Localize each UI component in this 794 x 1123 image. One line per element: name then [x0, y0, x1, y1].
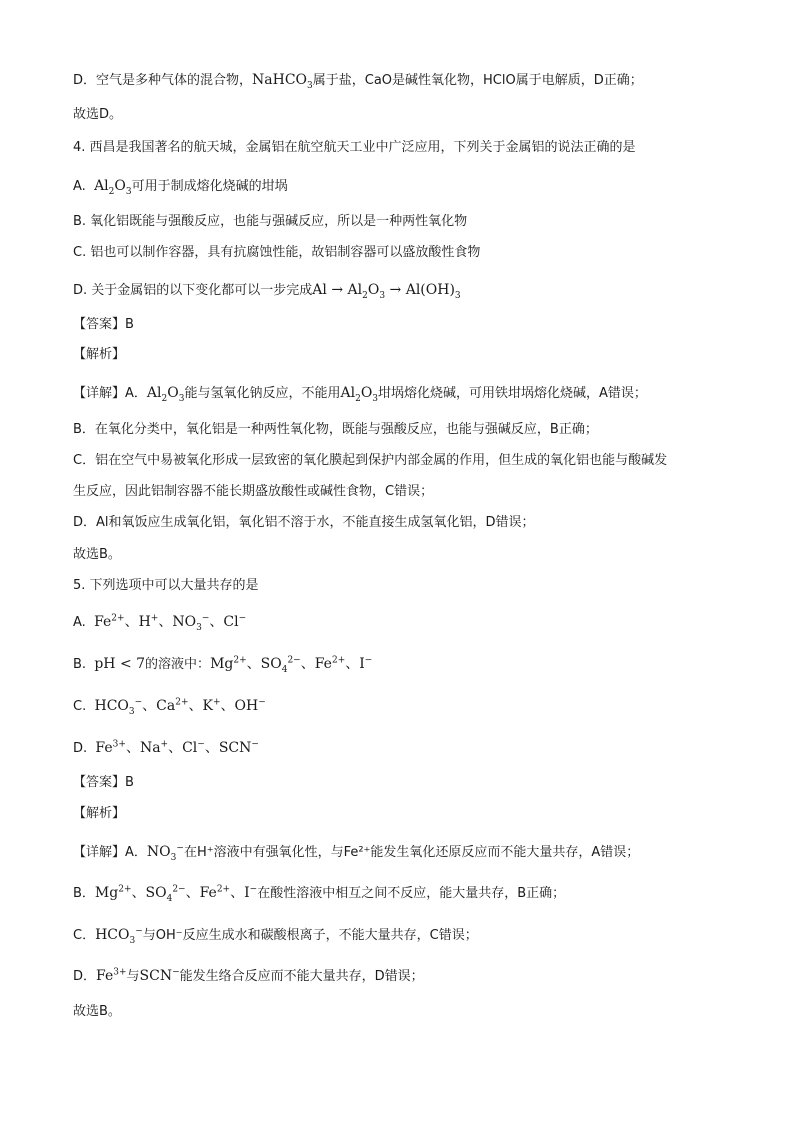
- arrow-icon: →: [389, 282, 402, 298]
- q3-choose: 故选D。: [73, 107, 123, 122]
- arrow-icon: →: [331, 282, 344, 298]
- q5-detail-d: D．$Fe^{3+}$与SCN−能发生络合反应而不能大量共存，D错误；: [73, 967, 424, 984]
- q5-detail-b: B．$Mg^{2+}$、$SO_4^{2-}$、$Fe^{2+}$、I−在酸性溶液中相互之间不反应，能大量共存，B正确；: [73, 884, 566, 904]
- text: D．空气是多种气体的混合物，: [73, 73, 253, 88]
- q5-option-d: D. $Fe^{3+}$、Na+、Cl−、SCN−: [73, 739, 259, 756]
- q4-choose: 故选B。: [73, 547, 121, 562]
- q4-option-b: B. 氧化铝既能与强酸反应，也能与强碱反应，所以是一种两性氧化物: [73, 214, 468, 229]
- q4-analysis-label: 【解析】: [73, 347, 126, 362]
- q5-stem: 5. 下列选项中可以大量共存的是: [73, 578, 259, 593]
- q4-answer: 【答案】B: [73, 317, 134, 332]
- q5-option-a: A. $Fe^{2+}$、H+、$NO_3^-$、Cl−: [73, 613, 247, 633]
- reaction-chain: $Al \to Al_2O_3 \to Al(OH)_3$: [312, 282, 461, 301]
- formula: $Al_2O_3$: [94, 178, 132, 197]
- q5-answer: 【答案】B: [73, 775, 134, 790]
- q5-detail-a: 【详解】A．$NO_3^-$在H⁺溶液中有强氧化性，与Fe²⁺能发生氧化还原反应而不能大量共存，A错误；: [73, 843, 640, 863]
- q4-detail-d: D．Al和氧饭应生成氧化铝，氧化铝不溶于水，不能直接生成氢氧化铝，D错误；: [73, 515, 535, 530]
- q5-option-c: C. $HCO_3^-$、$Ca^{2+}$、K+、OH−: [73, 697, 266, 717]
- q4-stem: 4. 西昌是我国著名的航天城，金属铝在航空航天工业中广泛应用，下列关于金属铝的说法正确的是: [73, 140, 636, 155]
- q3-option-d-explanation: [73, 70, 734, 91]
- q4-detail-a: 【详解】A．$Al_2O_3$能与氢氧化钠反应，不能用$Al_2O_3$坩埚熔化烧碱，可用铁坩埚熔化烧碱，A错误；: [73, 385, 647, 404]
- q4-option-d: D. 关于金属铝的以下变化都可以一步完成$Al \to Al_2O_3 \to Al(OH)_3$: [73, 282, 461, 301]
- q4-option-c: C. 铝也可以制作容器，具有抗腐蚀性能，故铝制容器可以盛放酸性食物: [73, 245, 481, 260]
- q4-detail-c1: C．铝在空气中易被氧化形成一层致密的氧化膜起到保护内部金属的作用，但生成的氧化铝也能与酸碱发: [73, 453, 668, 468]
- q5-option-b: B. pH < 7的溶液中：$Mg^{2+}$、$SO_4^{2-}$、$Fe^{2+}$、I−: [73, 655, 373, 675]
- q4-detail-b: B．在氧化分类中，氧化铝是一种两性氧化物，既能与强酸反应，也能与强碱反应，B正确；: [73, 422, 598, 437]
- q5-choose: 故选B。: [73, 1004, 121, 1019]
- text: 属于盐，CaO是碱性氧化物，HClO属于电解质，D正确；: [312, 73, 643, 88]
- formula: NaHCO$_3$: [252, 72, 313, 91]
- q5-detail-c: C．$HCO_3^-$与OH⁻反应生成水和碳酸根离子，不能大量共存，C错误；: [73, 926, 478, 946]
- q4-detail-c2: 生反应，因此铝制容器不能长期盛放酸性或碱性食物，C错误；: [73, 484, 434, 499]
- q4-option-a: A. $Al_2O_3$可用于制成熔化烧碱的坩埚: [73, 178, 288, 197]
- q5-analysis-label: 【解析】: [73, 806, 126, 821]
